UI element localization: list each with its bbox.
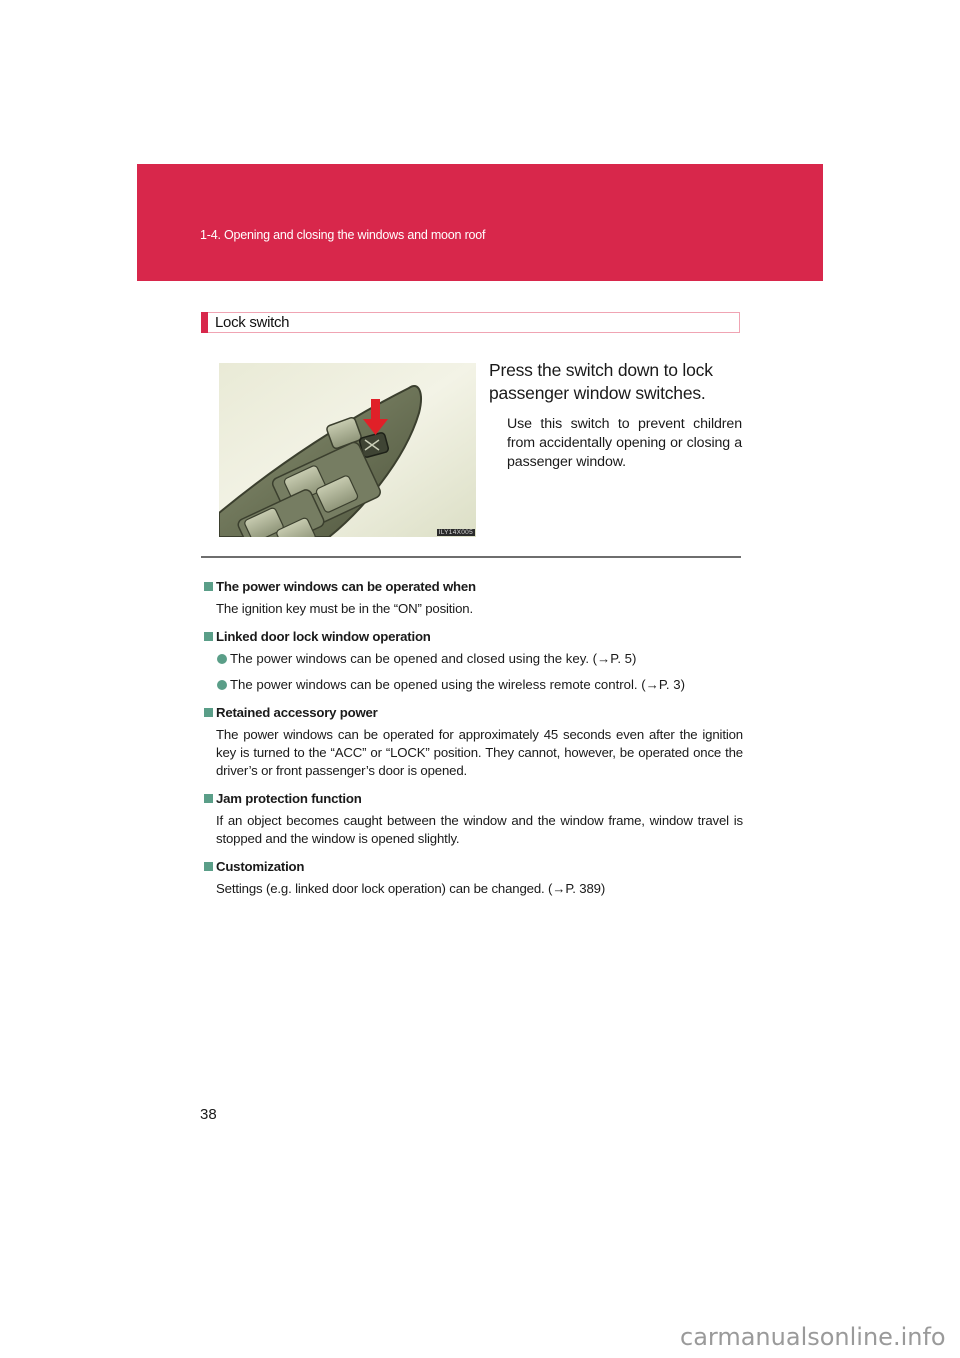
note-item <box>203 578 743 618</box>
circle-bullet-icon <box>217 680 227 690</box>
note-bullet: The power windows can be opened using the wireless remote control. (→P. 3) <box>230 677 685 692</box>
note-heading: Customization <box>216 859 305 874</box>
square-bullet-icon <box>204 862 213 871</box>
chapter-header-band <box>137 164 823 281</box>
circle-bullet-icon <box>217 654 227 664</box>
section-title: Lock switch <box>215 314 290 331</box>
note-body: If an object becomes caught between the window and the window frame, window travel is stopped and the window is opened slightly. <box>216 813 743 846</box>
note-heading: The power windows can be operated when <box>216 579 476 594</box>
lead-note: Use this switch to prevent children from accidentally opening or closing a passenger window. <box>507 416 742 470</box>
breadcrumb: 1-4. Opening and closing the windows and moon roof <box>200 228 486 242</box>
square-bullet-icon <box>204 794 213 803</box>
note-item <box>203 858 743 898</box>
note-body: The ignition key must be in the “ON” position. <box>216 601 473 616</box>
lock-switch-illustration <box>219 363 476 537</box>
watermark-link[interactable]: carmanualsonline.info <box>680 1323 946 1351</box>
note-heading: Retained accessory power <box>216 705 378 720</box>
note-body: The power windows can be operated for approximately 45 seconds even after the ignition key is turned to the “ACC” or “LOCK” position. They cannot, however, be operated once the driver’s or front passenger’s door is opened. <box>216 727 743 778</box>
note-heading: Linked door lock window operation <box>216 629 431 644</box>
square-bullet-icon <box>204 632 213 641</box>
note-item <box>203 704 743 780</box>
lead-instruction: Press the switch down to lock passenger window switches. <box>489 360 713 403</box>
door-panel-illustration <box>219 363 476 537</box>
notes-list <box>203 578 743 908</box>
note-item <box>203 790 743 848</box>
illustration-code: ILY14X005 <box>438 529 473 536</box>
note-bullet: The power windows can be opened and closed using the key. (→P. 5) <box>230 651 637 666</box>
section-divider <box>201 556 741 558</box>
note-item <box>203 628 743 694</box>
square-bullet-icon <box>204 582 213 591</box>
section-title-box <box>201 312 740 333</box>
page-number: 38 <box>200 1106 217 1123</box>
note-heading: Jam protection function <box>216 791 362 806</box>
note-body: Settings (e.g. linked door lock operation) can be changed. (→P. 389) <box>216 881 606 896</box>
section-title-accent-bar <box>201 312 208 333</box>
square-bullet-icon <box>204 708 213 717</box>
